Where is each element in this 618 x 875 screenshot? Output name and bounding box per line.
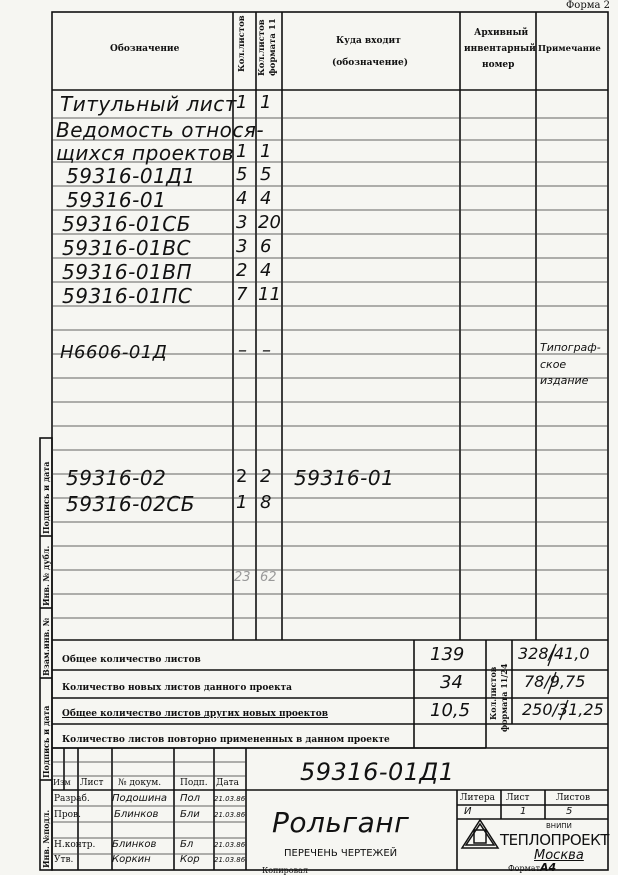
row-sheets: 4 xyxy=(236,188,248,209)
sheet-value: 1 xyxy=(520,806,527,817)
totals-label: Количество листов повторно примененных в данном проекте xyxy=(62,735,390,745)
row-designation: 59316-01ВС xyxy=(62,236,191,260)
tb-role: Пров. xyxy=(54,810,81,820)
tb-date: 21.03.86 xyxy=(214,856,246,864)
row-sheets: 2 xyxy=(236,260,248,281)
row-format: – xyxy=(262,340,271,361)
tb-name: Блинков xyxy=(114,809,159,820)
row-format: 2 xyxy=(260,466,272,487)
tb-col: Подп. xyxy=(180,778,208,788)
row-note: издание xyxy=(540,374,589,387)
totals-value: 34 xyxy=(440,672,463,693)
footer-copied: Копировал xyxy=(262,866,308,875)
side-label: Подпись и дата xyxy=(41,461,51,534)
row-format: 20 xyxy=(258,212,281,233)
side-label: Инв. №подл. xyxy=(41,809,51,868)
header-designation: Обозначение xyxy=(110,44,180,54)
row-designation: 59316-02 xyxy=(66,466,167,490)
row-designation: 59316-01Д1 xyxy=(66,164,196,188)
row-sheets: – xyxy=(238,340,247,361)
org-logo-icon xyxy=(462,820,498,848)
tb-name: Подошина xyxy=(112,793,167,804)
footer-format-value: А4 xyxy=(540,861,557,874)
header-archive-1: Архивный xyxy=(474,28,529,38)
org-city: Москва xyxy=(534,848,584,863)
totals-formatted: 250/31,25 xyxy=(522,700,604,719)
form-label: Форма 2 xyxy=(566,0,611,11)
tb-sign: Кор xyxy=(180,854,200,865)
row-designation: 59316-01 xyxy=(66,188,167,212)
org-small: ВНИПИ xyxy=(546,822,572,830)
totals-side-label: Кол.листов xyxy=(488,666,498,720)
header-archive-3: номер xyxy=(482,60,515,70)
header-where-used-1: Куда входит xyxy=(336,36,401,46)
tb-col: Лист xyxy=(80,778,104,788)
tb-sign: Бли xyxy=(180,809,200,820)
doc-name-printed: ПЕРЕЧЕНЬ ЧЕРТЕЖЕЙ xyxy=(284,848,398,859)
tb-name: Блинков xyxy=(112,839,157,850)
side-label: Инв. № дубл. xyxy=(41,545,51,606)
row-format: 4 xyxy=(260,188,272,209)
tb-date: 21.03.86 xyxy=(214,841,246,849)
row-format: 11 xyxy=(258,284,281,305)
header-sheets-count: Кол.листов xyxy=(237,15,247,72)
totals-label: Количество новых листов данного проекта xyxy=(62,683,292,693)
pencil-total-format: 62 xyxy=(260,570,277,585)
tb-sign: Пол xyxy=(180,793,201,804)
row-designation: 59316-01ПС xyxy=(62,284,193,308)
header-sheets-format-1: Кол.листов xyxy=(257,19,267,76)
row-format: 1 xyxy=(260,92,272,113)
litera-label: Литера xyxy=(460,793,495,803)
row-designation: щихся проектов xyxy=(56,141,235,165)
sheets-label: Листов xyxy=(556,793,591,803)
row-designation: Н6606-01Д xyxy=(60,342,168,363)
tb-date: 21.03.86 xyxy=(214,795,246,803)
doc-name-hand: Рольганг xyxy=(272,806,410,839)
tb-role: Утв. xyxy=(54,855,74,865)
totals-formatted: 78/9,75 xyxy=(524,672,586,691)
row-sheets: 1 xyxy=(236,141,248,162)
row-designation: Ведомость относя- xyxy=(56,118,265,142)
row-sheets: 5 xyxy=(236,164,248,185)
row-format: 5 xyxy=(260,164,272,185)
row-designation: 59316-02СБ xyxy=(66,492,195,516)
sheets-value: 5 xyxy=(566,806,573,817)
row-sheets: 7 xyxy=(236,284,248,305)
row-designation: 59316-01СБ xyxy=(62,212,191,236)
tb-role: Разраб. xyxy=(54,794,90,804)
row-designation: Титульный лист xyxy=(60,92,237,116)
row-format: 4 xyxy=(260,260,272,281)
row-format: 6 xyxy=(260,236,272,257)
pencil-total-sheets: 23 xyxy=(234,570,251,585)
tb-date: 21.03.86 xyxy=(214,811,246,819)
tb-col: Дата xyxy=(216,778,240,788)
header-where-used-2: (обозначение) xyxy=(332,58,408,68)
footer-format-label: Формат xyxy=(508,864,540,873)
row-sheets: 2 xyxy=(236,466,248,487)
tb-name: Коркин xyxy=(112,854,151,865)
totals-formatted: 328/41,0 xyxy=(518,644,590,663)
row-note: ское xyxy=(540,358,567,371)
totals-label: Общее количество листов xyxy=(62,655,201,665)
header-sheets-format-2: формата 11 xyxy=(268,18,278,76)
row-sheets: 3 xyxy=(236,236,248,257)
totals-value: 139 xyxy=(430,644,465,665)
row-sheets: 3 xyxy=(236,212,248,233)
row-sheets: 1 xyxy=(236,492,248,513)
totals-value: 10,5 xyxy=(430,700,471,721)
row-sheets: 1 xyxy=(236,92,248,113)
totals-side-label: формата 11/24 xyxy=(499,663,509,732)
doc-number: 59316-01Д1 xyxy=(300,758,455,786)
tb-role: Н.контр. xyxy=(54,840,96,850)
row-format: 8 xyxy=(260,492,272,513)
litera-value: И xyxy=(464,806,472,817)
tb-sign: Бл xyxy=(180,839,194,850)
row-designation: 59316-01ВП xyxy=(62,260,193,284)
tb-col: Изм xyxy=(53,778,71,787)
sheet-label: Лист xyxy=(506,793,530,803)
side-label: Подпись и дата xyxy=(41,705,51,778)
org-name: ТЕПЛОПРОЕКТ xyxy=(500,831,609,849)
header-note: Примечание xyxy=(538,44,601,54)
row-where-used: 59316-01 xyxy=(294,466,395,490)
side-label: Взам.инв. № xyxy=(41,617,51,676)
totals-label: Общее количество листов других новых проектов xyxy=(62,709,328,719)
header-archive-2: инвентарный xyxy=(464,44,536,54)
row-note: Типограф- xyxy=(540,341,601,354)
row-format: 1 xyxy=(260,141,272,162)
tb-col: № докум. xyxy=(118,778,162,788)
